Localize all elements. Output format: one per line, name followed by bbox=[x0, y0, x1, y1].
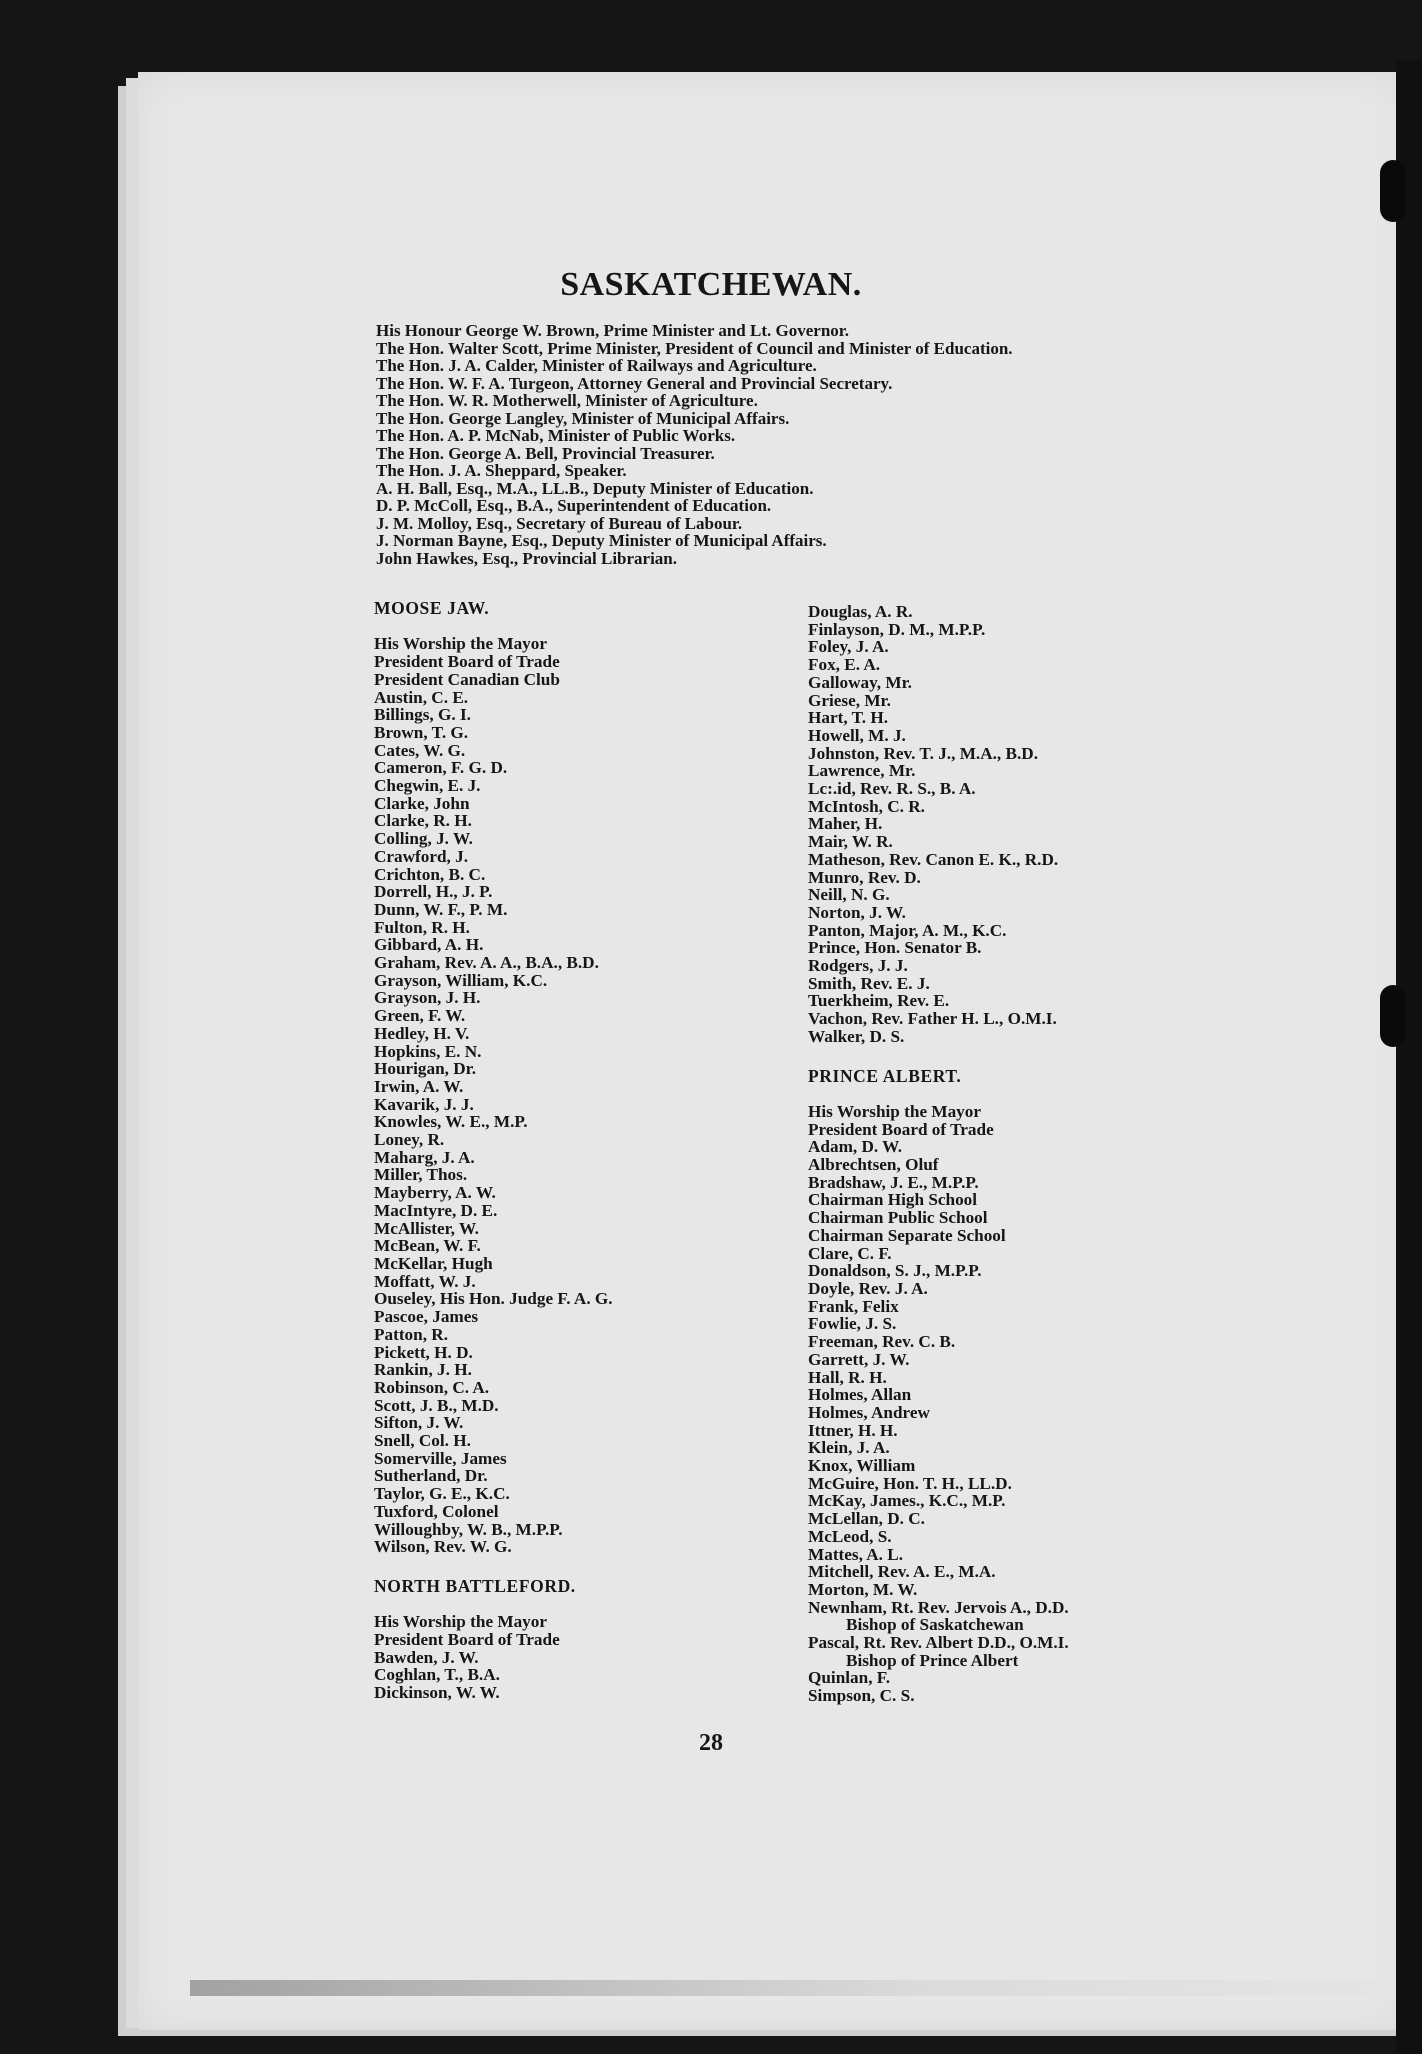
list-item: Pascal, Rt. Rev. Albert D.D., O.M.I. bbox=[808, 1633, 1069, 1653]
list-item: Graham, Rev. A. A., B.A., B.D. bbox=[374, 953, 599, 973]
list-item: Tuerkheim, Rev. E. bbox=[808, 991, 950, 1011]
list-item: Finlayson, D. M., M.P.P. bbox=[808, 619, 986, 639]
list-item: Hart, T. H. bbox=[808, 708, 889, 728]
list-item: Sutherland, Dr. bbox=[374, 1466, 488, 1486]
list-item: Ittner, H. H. bbox=[808, 1420, 898, 1440]
list-item: Lc:.id, Rev. R. S., B. A. bbox=[808, 779, 976, 799]
list-item: Snell, Col. H. bbox=[374, 1431, 471, 1451]
list-item: Rankin, J. H. bbox=[374, 1360, 472, 1380]
official-entry: The Hon. W. F. A. Turgeon, Attorney General and Provincial Secretary. bbox=[376, 373, 893, 393]
list-item: Green, F. W. bbox=[374, 1006, 466, 1026]
list-item: McKellar, Hugh bbox=[374, 1254, 493, 1273]
list-item: Freeman, Rev. C. B. bbox=[808, 1332, 956, 1352]
list-item: Grayson, J. H. bbox=[374, 988, 481, 1008]
list-item: Mair, W. R. bbox=[808, 832, 893, 852]
list-item: Mattes, A. L. bbox=[808, 1544, 903, 1564]
list-item: Willoughby, W. B., M.P.P. bbox=[374, 1519, 563, 1539]
list-item: Johnston, Rev. T. J., M.A., B.D. bbox=[808, 743, 1038, 763]
north-battleford-list bbox=[374, 1613, 774, 1702]
list-item: Newnham, Rt. Rev. Jervois A., D.D. bbox=[808, 1597, 1069, 1617]
list-item: Patton, R. bbox=[374, 1324, 448, 1344]
moose-jaw-continued-list bbox=[808, 603, 1308, 1046]
list-item: Griese, Mr. bbox=[808, 690, 891, 710]
list-item: Vachon, Rev. Father H. L., O.M.I. bbox=[808, 1009, 1057, 1029]
list-item: Quinlan, F. bbox=[808, 1668, 891, 1688]
list-item: Holmes, Allan bbox=[808, 1385, 912, 1405]
list-item: Chairman High School bbox=[808, 1190, 978, 1210]
list-item: Pascoe, James bbox=[374, 1307, 479, 1327]
list-item: Pickett, H. D. bbox=[374, 1342, 473, 1362]
list-item: Howell, M. J. bbox=[808, 725, 906, 745]
official-entry: The Hon. J. A. Sheppard, Speaker. bbox=[376, 461, 627, 480]
list-item: Doyle, Rev. J. A. bbox=[808, 1279, 928, 1298]
punch-hole bbox=[1380, 985, 1406, 1047]
list-item: McBean, W. F. bbox=[374, 1236, 481, 1256]
list-item: Frank, Felix bbox=[808, 1296, 899, 1316]
official-entry: His Honour George W. Brown, Prime Minister and Lt. Governor. bbox=[376, 321, 850, 340]
list-item: Crichton, B. C. bbox=[374, 864, 486, 884]
list-item: Gibbard, A. H. bbox=[374, 935, 484, 955]
official-entry: The Hon. George A. Bell, Provincial Treasurer. bbox=[376, 443, 715, 463]
list-item: Robinson, C. A. bbox=[374, 1377, 490, 1397]
list-item: McAllister, W. bbox=[374, 1218, 479, 1238]
section-heading-moose-jaw: MOOSE JAW. bbox=[374, 598, 490, 618]
list-item: Klein, J. A. bbox=[808, 1438, 890, 1458]
punch-hole bbox=[1380, 160, 1406, 222]
list-item: McIntosh, C. R. bbox=[808, 796, 925, 816]
list-item: Brown, T. G. bbox=[374, 722, 469, 742]
official-entry: The Hon. George Langley, Minister of Municipal Affairs. bbox=[376, 408, 790, 428]
list-item: Matheson, Rev. Canon E. K., R.D. bbox=[808, 849, 1059, 869]
list-item: Smith, Rev. E. J. bbox=[808, 973, 930, 993]
list-item: Bishop of Saskatchewan bbox=[846, 1615, 1024, 1635]
list-item: Knowles, W. E., M.P. bbox=[374, 1112, 528, 1132]
list-item: Albrechtsen, Oluf bbox=[808, 1155, 939, 1175]
list-item: Chairman Separate School bbox=[808, 1225, 1006, 1245]
list-item: MacIntyre, D. E. bbox=[374, 1200, 498, 1220]
list-item: Tuxford, Colonel bbox=[374, 1501, 499, 1521]
list-item: Simpson, C. S. bbox=[808, 1686, 915, 1706]
official-entry: The Hon. A. P. McNab, Minister of Public Works. bbox=[376, 426, 736, 445]
list-item: Clarke, John bbox=[374, 793, 470, 813]
list-item: Loney, R. bbox=[374, 1130, 445, 1150]
list-item: Prince, Hon. Senator B. bbox=[808, 938, 982, 958]
list-item: Morton, M. W. bbox=[808, 1579, 918, 1599]
list-item: Mayberry, A. W. bbox=[374, 1183, 496, 1203]
list-item: President Board of Trade bbox=[808, 1119, 994, 1139]
spacer bbox=[374, 1556, 774, 1578]
official-entry: J. M. Molloy, Esq., Secretary of Bureau of Labour. bbox=[376, 513, 743, 533]
moose-jaw-list bbox=[374, 635, 774, 1556]
list-item: Colling, J. W. bbox=[374, 829, 473, 849]
official-entry: J. Norman Bayne, Esq., Deputy Minister of Municipal Affairs. bbox=[376, 531, 827, 550]
list-item: Cameron, F. G. D. bbox=[374, 758, 508, 778]
list-item: Dorrell, H., J. P. bbox=[374, 882, 493, 902]
list-item: Hall, R. H. bbox=[808, 1367, 887, 1387]
list-item: Bishop of Prince Albert bbox=[846, 1650, 1019, 1670]
list-item: Chegwin, E. J. bbox=[374, 776, 481, 796]
list-item: Kavarik, J. J. bbox=[374, 1094, 474, 1114]
page-title: SASKATCHEWAN. bbox=[560, 266, 862, 303]
list-item: Hopkins, E. N. bbox=[374, 1041, 482, 1061]
list-item: President Board of Trade bbox=[374, 652, 560, 672]
list-item: Garrett, J. W. bbox=[808, 1349, 910, 1369]
list-item: McLellan, D. C. bbox=[808, 1509, 925, 1529]
spacer bbox=[808, 1046, 1308, 1068]
list-item: Norton, J. W. bbox=[808, 902, 906, 922]
official-entry: The Hon. J. A. Calder, Minister of Railways and Agriculture. bbox=[376, 356, 817, 375]
list-item: Cates, W. G. bbox=[374, 740, 466, 760]
spacer bbox=[808, 1085, 1308, 1103]
list-item: McKay, James., K.C., M.P. bbox=[808, 1491, 1006, 1511]
spacer bbox=[374, 618, 774, 636]
official-entry: A. H. Ball, Esq., M.A., LL.B., Deputy Minister of Education. bbox=[376, 478, 814, 498]
left-column bbox=[374, 600, 774, 1702]
list-item: Scott, J. B., M.D. bbox=[374, 1395, 499, 1415]
list-item: Fox, E. A. bbox=[808, 655, 881, 675]
list-item: Miller, Thos. bbox=[374, 1165, 468, 1185]
list-item: Donaldson, S. J., M.P.P. bbox=[808, 1261, 982, 1281]
list-item: Bawden, J. W. bbox=[374, 1647, 479, 1667]
list-item: Hedley, H. V. bbox=[374, 1023, 470, 1043]
list-item: Ouseley, His Hon. Judge F. A. G. bbox=[374, 1289, 613, 1309]
list-item: Fowlie, J. S. bbox=[808, 1314, 897, 1334]
list-item: Taylor, G. E., K.C. bbox=[374, 1484, 510, 1504]
official-entry: The Hon. Walter Scott, Prime Minister, President of Council and Minister of Education. bbox=[376, 338, 1013, 358]
list-item: Sifton, J. W. bbox=[374, 1413, 464, 1433]
list-item: Munro, Rev. D. bbox=[808, 867, 921, 887]
page-bottom-edge bbox=[190, 1980, 1390, 1996]
official-entry: John Hawkes, Esq., Provincial Librarian. bbox=[376, 548, 678, 568]
list-item: Neill, N. G. bbox=[808, 885, 890, 905]
list-item: Maher, H. bbox=[808, 814, 883, 834]
official-entry: The Hon. W. R. Motherwell, Minister of Agriculture. bbox=[376, 391, 758, 410]
list-item: Clarke, R. H. bbox=[374, 811, 472, 831]
list-item: Wilson, Rev. W. G. bbox=[374, 1537, 512, 1557]
list-item: His Worship the Mayor bbox=[808, 1101, 981, 1121]
list-item: Crawford, J. bbox=[374, 846, 469, 866]
list-item: President Canadian Club bbox=[374, 669, 560, 689]
list-item: Dickinson, W. W. bbox=[374, 1683, 500, 1703]
list-item: His Worship the Mayor bbox=[374, 1612, 547, 1632]
official-entry: D. P. McColl, Esq., B.A., Superintendent of Education. bbox=[376, 496, 772, 515]
list-item: President Board of Trade bbox=[374, 1630, 560, 1650]
list-item: Mitchell, Rev. A. E., M.A. bbox=[808, 1562, 996, 1582]
list-item: Maharg, J. A. bbox=[374, 1147, 475, 1167]
list-item: Clare, C. F. bbox=[808, 1243, 892, 1263]
list-item: Somerville, James bbox=[374, 1448, 507, 1468]
list-item: Bradshaw, J. E., M.P.P. bbox=[808, 1172, 979, 1192]
list-item: Lawrence, Mr. bbox=[808, 761, 916, 781]
list-item: Dunn, W. F., P. M. bbox=[374, 899, 508, 919]
page-number: 28 bbox=[699, 1730, 723, 1756]
list-item: Galloway, Mr. bbox=[808, 672, 912, 692]
section-heading-prince-albert: PRINCE ALBERT. bbox=[808, 1065, 962, 1086]
right-column bbox=[808, 603, 1308, 1705]
list-item: Chairman Public School bbox=[808, 1208, 988, 1228]
section-heading-north-battleford: NORTH BATTLEFORD. bbox=[374, 1575, 576, 1596]
list-item: Fulton, R. H. bbox=[374, 917, 470, 937]
list-item: Coghlan, T., B.A. bbox=[374, 1665, 500, 1685]
list-item: Walker, D. S. bbox=[808, 1026, 905, 1046]
spacer bbox=[374, 1596, 774, 1614]
list-item: Grayson, William, K.C. bbox=[374, 970, 548, 990]
list-item: His Worship the Mayor bbox=[374, 634, 547, 654]
list-item: Holmes, Andrew bbox=[808, 1402, 930, 1422]
list-item: Moffatt, W. J. bbox=[374, 1271, 476, 1291]
list-item: Douglas, A. R. bbox=[808, 602, 913, 621]
list-item: McGuire, Hon. T. H., LL.D. bbox=[808, 1473, 1012, 1493]
officials-list bbox=[376, 322, 1226, 567]
prince-albert-list bbox=[808, 1103, 1308, 1705]
list-item: Irwin, A. W. bbox=[374, 1076, 464, 1096]
list-item: Knox, William bbox=[808, 1456, 916, 1476]
list-item: Adam, D. W. bbox=[808, 1137, 903, 1157]
list-item: McLeod, S. bbox=[808, 1526, 892, 1546]
list-item: Panton, Major, A. M., K.C. bbox=[808, 920, 1007, 940]
list-item: Austin, C. E. bbox=[374, 687, 469, 707]
list-item: Billings, G. I. bbox=[374, 705, 471, 725]
list-item: Hourigan, Dr. bbox=[374, 1059, 477, 1079]
list-item: Rodgers, J. J. bbox=[808, 956, 908, 976]
list-item: Foley, J. A. bbox=[808, 637, 889, 657]
